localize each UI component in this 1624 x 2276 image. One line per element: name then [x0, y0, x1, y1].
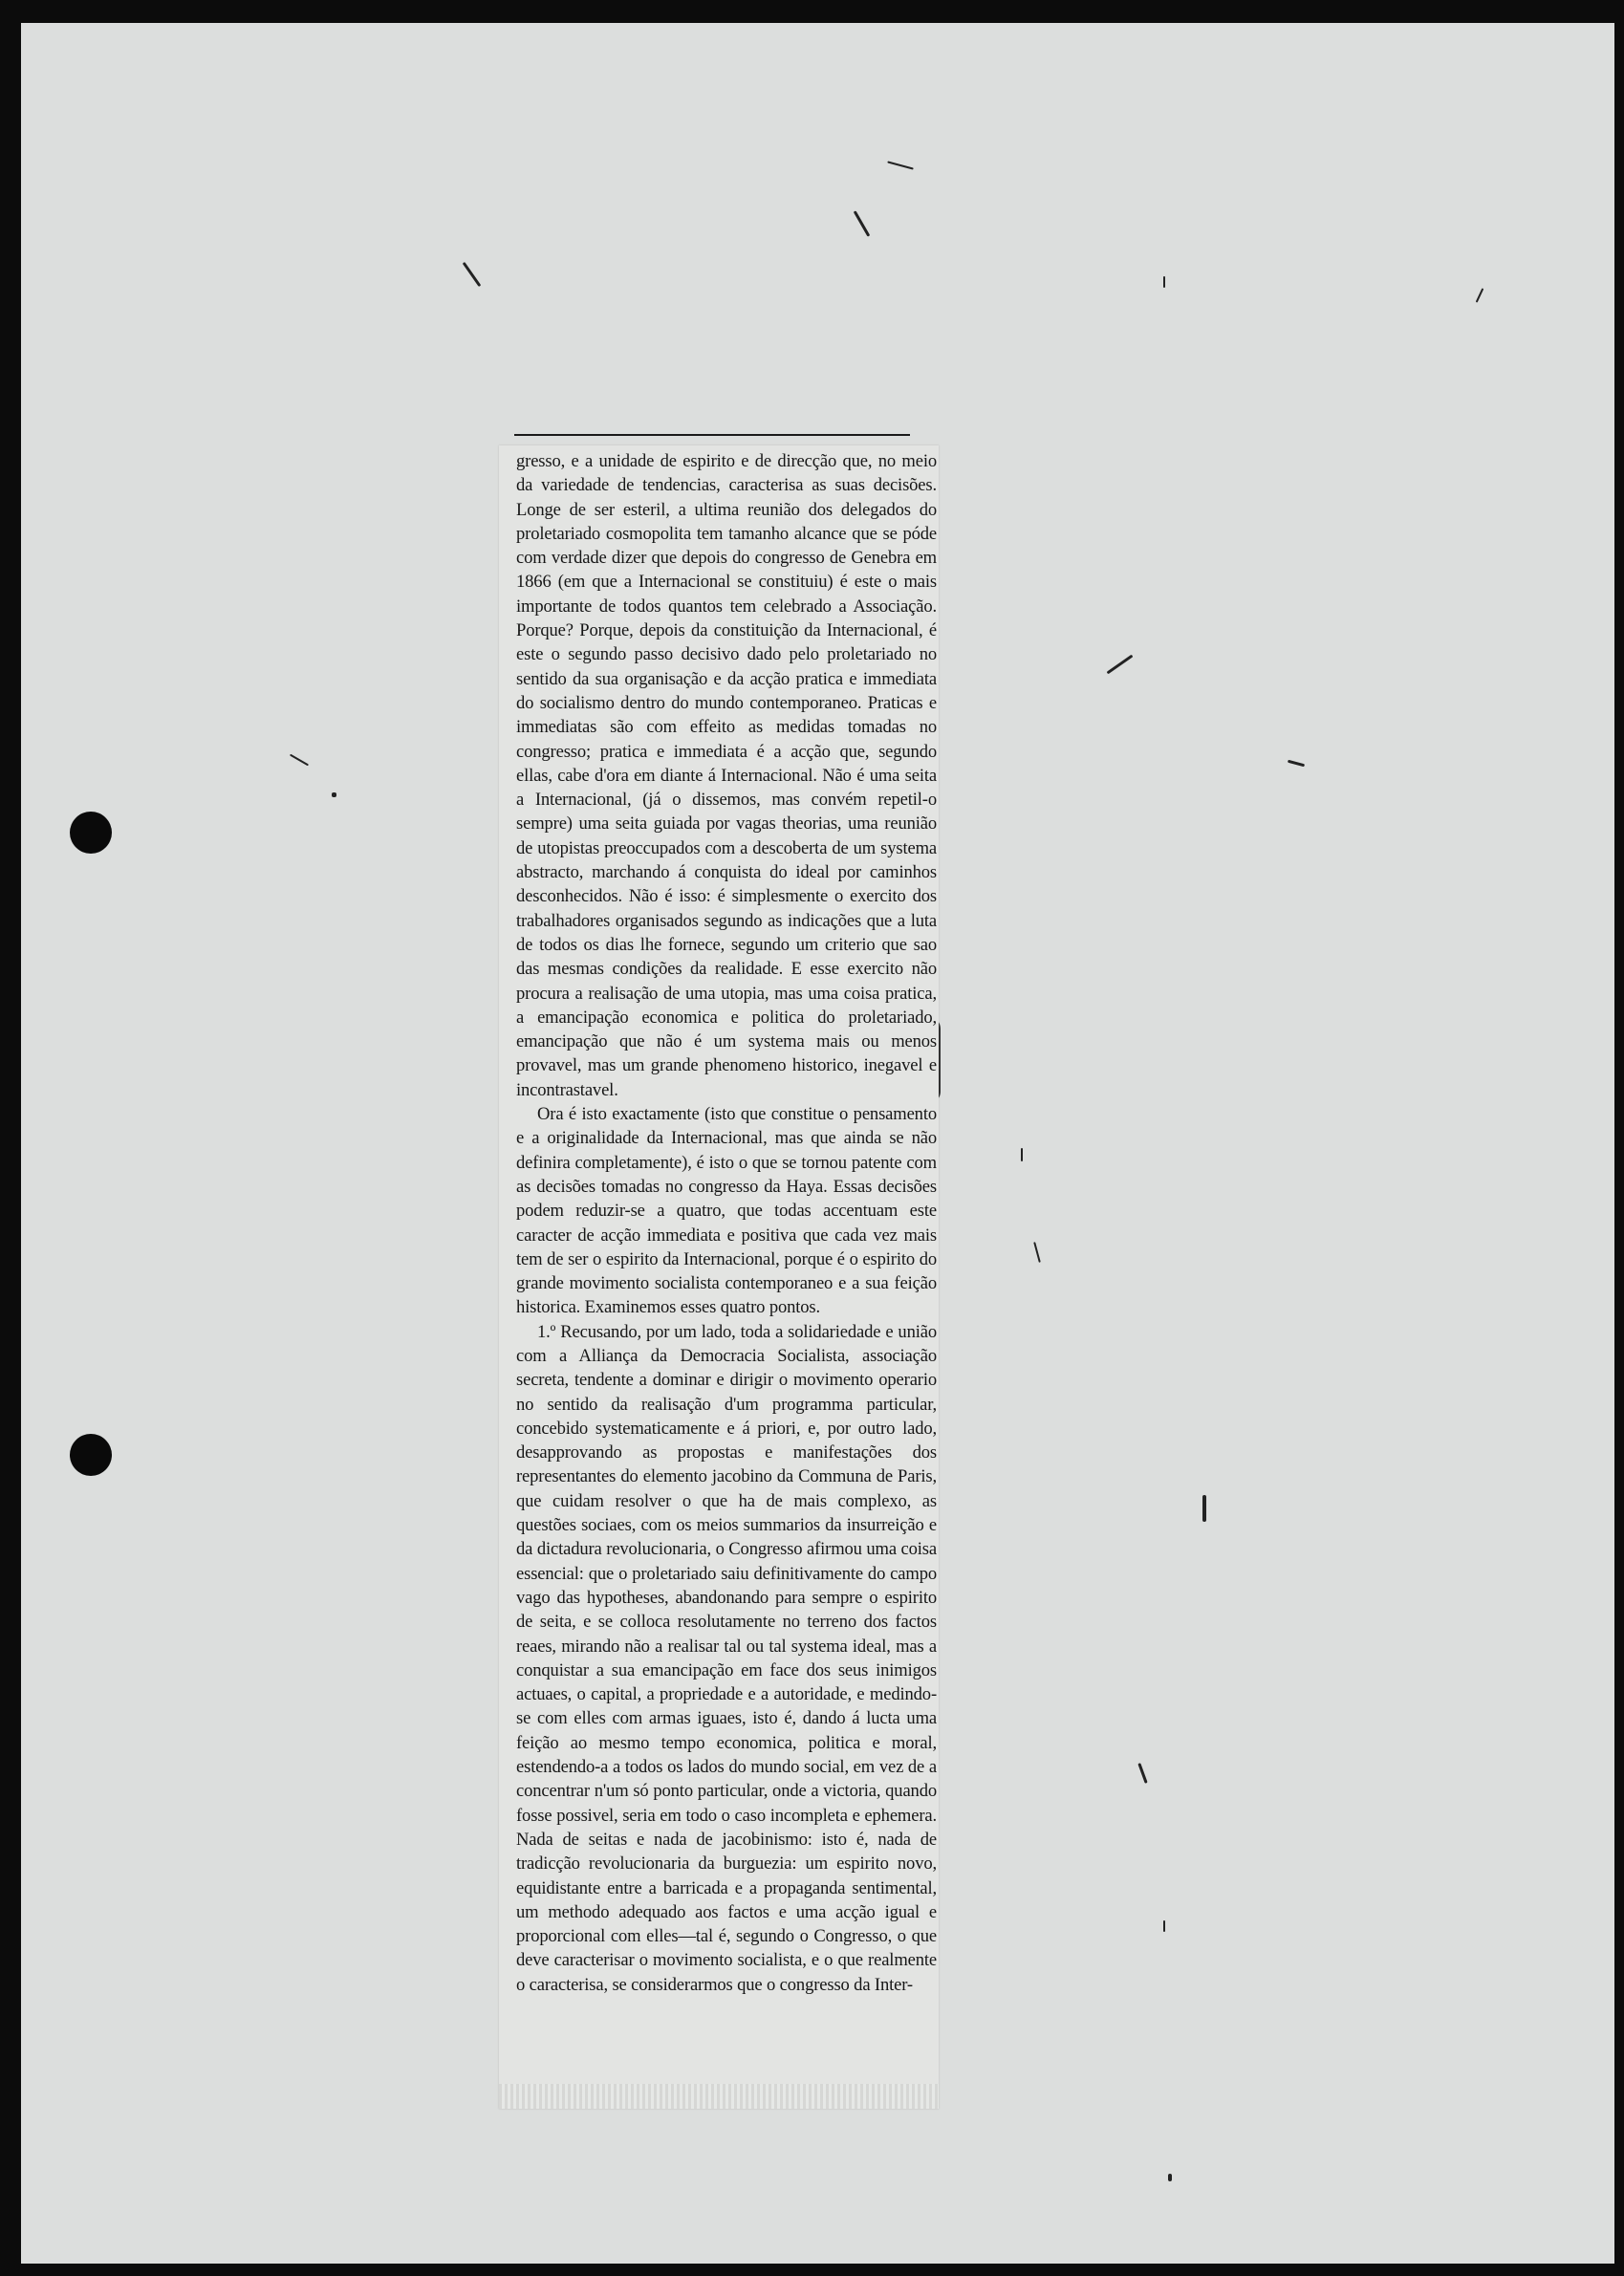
article-paragraph: Ora é isto exactamente (isto que constitue o pensamento e a originalidade da Internacional, mas que ainda se não definira completamente), é isto o que se tornou patente com as decisões tomadas no congresso da Haya. Essas decisões podem reduzir-se a quatro, que todas accentuam este caracter de acção immediata e positiva que cada vez mais tem de ser o espirito da Internacional, porque é o espirito do grande movimento socialista contemporaneo e a sua feição historica. Examinemos esses quatro pontos.	[516, 1104, 937, 1318]
speck-mark	[1033, 1242, 1041, 1263]
speck-mark	[332, 792, 336, 797]
speck-mark	[1168, 2174, 1172, 2181]
speck-mark	[1163, 276, 1165, 288]
speck-mark	[1021, 1148, 1023, 1161]
speck-mark	[1476, 288, 1484, 302]
punch-hole-bottom	[70, 1434, 112, 1476]
newspaper-clipping	[499, 445, 939, 2109]
speck-mark	[1137, 1763, 1147, 1784]
article-paragraph: 1.º Recusando, por um lado, toda a solidariedade e união com a Alliança da Democracia Socialista, associação secreta, tendente a dominar e dirigir o movimento operario no sentido da realisação d'um programma particular, concebido systematicamente e á priori, e, por outro lado, desapprovando as propostas e manifestações dos representantes do elemento jacobino da Communa de Paris, que cuidam resolver o que ha de mais complexo, as questões sociaes, com os meios summarios da insurreição e da dictadura revolucionaria, o Congresso afirmou uma coisa essencial: que o proletariado saiu definitivamente do campo vago das hypotheses, abandonando para sempre o espirito de seita, e se colloca resolutamente no terreno dos factos reaes, mirando não a realisar tal ou tal systema ideal, mas a conquistar a sua emancipação em face dos seus inimigos actuaes, o capital, a propriedade e a autoridade, e medindo-se com elles com armas iguaes, isto é, dando á lucta uma feição ao mesmo tempo economica, politica e moral, estendendo-a a todos os lados do mundo social, em vez de a concentrar n'um só ponto particular, onde a victoria, quando fosse possivel, seria em todo o caso incompleta e ephemera. Nada de seitas e nada de jacobinismo: isto é, nada de tradicção revolucionaria da burguezia: um espirito novo, equidistante entre a barricada e a propaganda sentimental, um methodo adequado aos factos e uma acção igual e proporcional com elles—tal é, segundo o Congresso, o que deve caracterisar o movimento socialista, e o que realmente o caracterisa, se considerarmos que o congresso da Inter-	[516, 1321, 937, 1995]
speck-mark	[1288, 760, 1305, 768]
column-top-rule	[514, 434, 910, 436]
clipping-column	[516, 449, 937, 2086]
archive-sheet	[21, 23, 1614, 2264]
speck-mark	[463, 262, 482, 287]
speck-mark	[887, 161, 914, 169]
article-paragraph: gresso, e a unidade de espirito e de direcção que, no meio da variedade de tendencias, caracterisa as suas decisões. Longe de ser esteril, a ultima reunião dos delegados do proletariado cosmopolita tem tamanho alcance que se póde com verdade dizer que depois do congresso de Genebra em 1866 (em que a Internacional se constituiu) é este o mais importante de todos quantos tem celebrado a Associação. Porque? Porque, depois da constituição da Internacional, é este o segundo passo decisivo dado pelo proletariado no sentido da sua organisação e da acção pratica e immediata do socialismo dentro do mundo contemporaneo. Praticas e immediatas são com effeito as medidas tomadas no congresso; pratica e immediata é a acção que, segundo ellas, cabe d'ora em diante á Internacional. Não é uma seita a Internacional, (já o dissemos, mas convém repetil-o sempre) uma seita guiada por vagas theorias, uma reunião de utopistas preoccupados com a descoberta de um systema abstracto, marchando á conquista do ideal por caminhos desconhecidos. Não é isso: é simplesmente o exercito dos trabalhadores organisados segundo as indicações que a luta de todos os dias lhe fornece, segundo um criterio que sao das mesmas condições da realidade. E esse exercito não procura a realisação de uma utopia, mas uma coisa pratica, a emancipação economica e politica do proletariado, emancipação que não é um systema mais ou menos provavel, mas um grande phenomeno historico, inegavel e incontrastavel.	[516, 451, 937, 1100]
article-text	[516, 449, 937, 1997]
speck-mark	[1107, 655, 1134, 675]
punch-hole-top	[70, 812, 112, 854]
speck-mark	[854, 210, 871, 236]
speck-mark	[290, 754, 309, 767]
speck-mark	[1163, 1920, 1165, 1932]
speck-mark	[1202, 1495, 1206, 1522]
clipping-torn-edge	[499, 2084, 939, 2109]
